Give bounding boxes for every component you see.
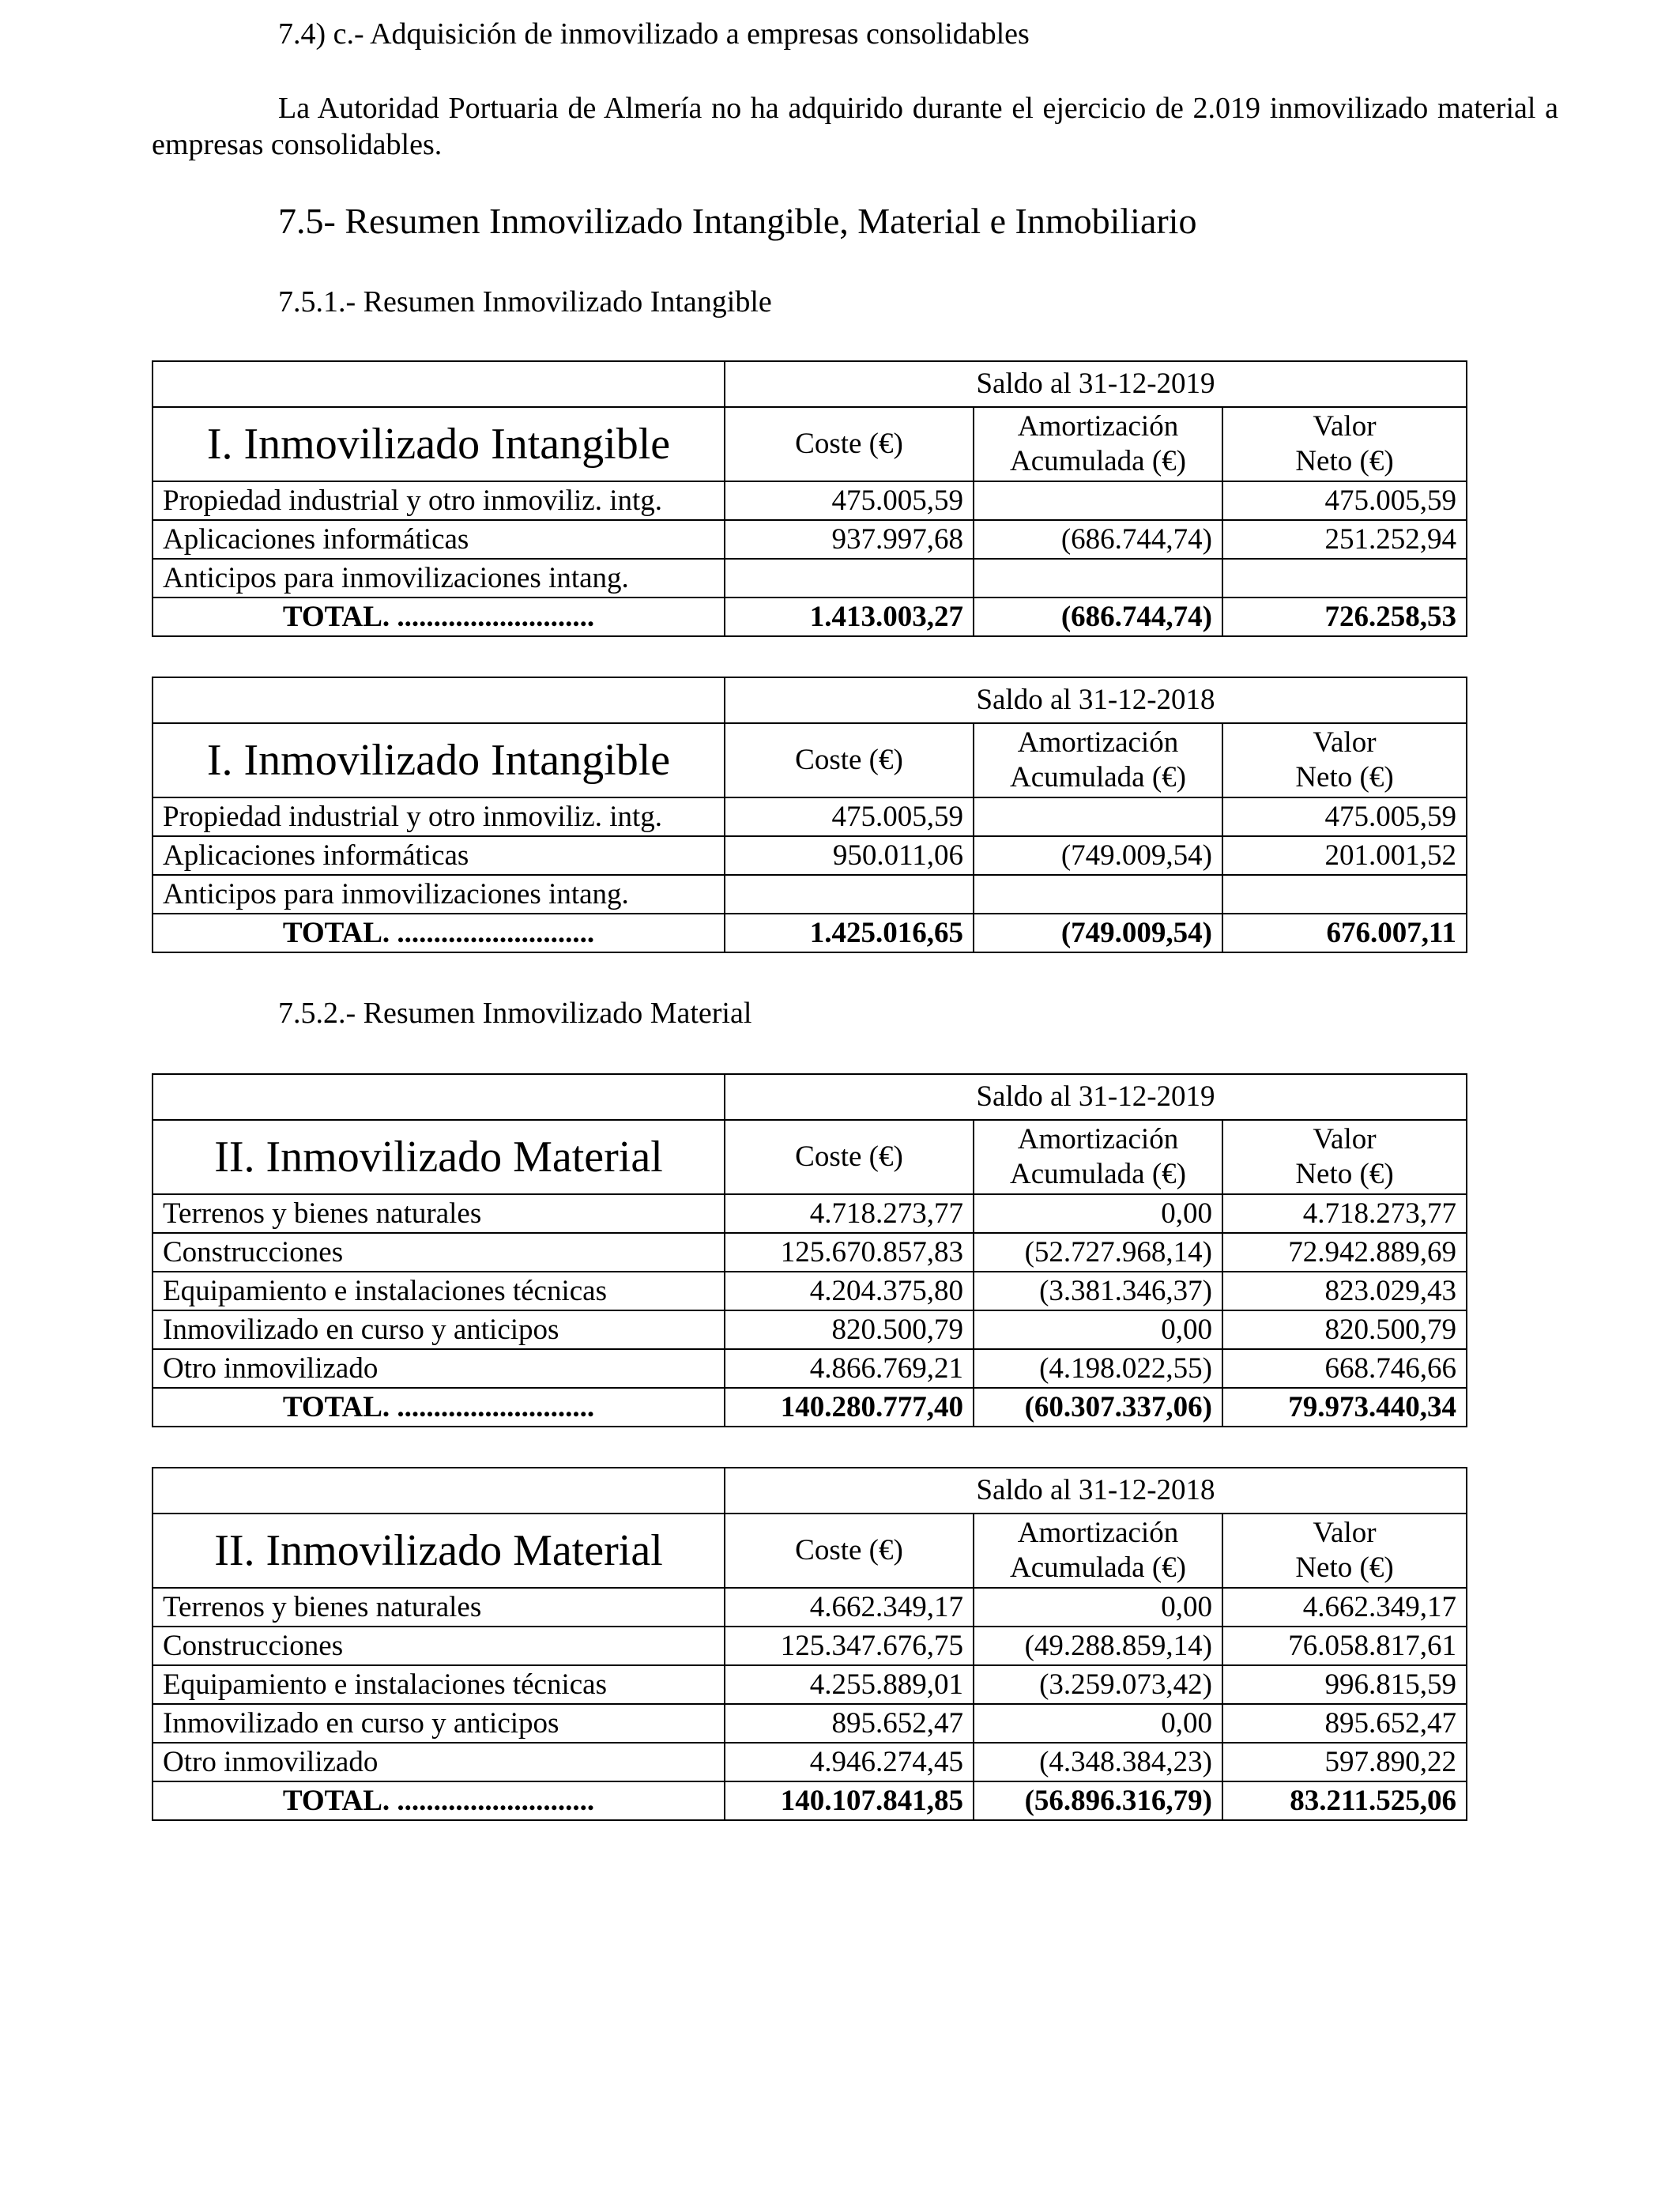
amortizacion-value [974, 875, 1222, 914]
valor-neto-value: 597.890,22 [1222, 1743, 1467, 1781]
valor-neto-header-line2: Neto (€) [1295, 1551, 1394, 1584]
coste-value: 4.718.273,77 [725, 1194, 974, 1233]
valor-neto-header [1222, 407, 1467, 481]
table-row [153, 1272, 1467, 1310]
coste-value: 4.204.375,80 [725, 1272, 974, 1310]
valor-neto-value: 4.718.273,77 [1222, 1194, 1467, 1233]
amortizacion-value: (749.009,54) [974, 836, 1222, 875]
amortizacion-header-line2: Acumulada (€) [1010, 445, 1186, 477]
row-label: Terrenos y bienes naturales [153, 1194, 725, 1233]
table-title: II. Inmovilizado Material [153, 1120, 725, 1194]
table-row [153, 1233, 1467, 1272]
paragraph-7-4-text: La Autoridad Portuaria de Almería no ha adquirido durante el ejercicio de 2.019 inmovilizado material a empresas consolidables. [152, 92, 1558, 161]
table-row [153, 875, 1467, 914]
table-title: I. Inmovilizado Intangible [153, 723, 725, 797]
column-header-row [153, 407, 1467, 481]
total-amortizacion: (749.009,54) [974, 914, 1222, 952]
amortizacion-value: 0,00 [974, 1194, 1222, 1233]
coste-value: 4.946.274,45 [725, 1743, 974, 1781]
coste-value: 937.997,68 [725, 520, 974, 559]
amortizacion-header-line2: Acumulada (€) [1010, 1551, 1186, 1584]
amortizacion-header-line1: Amortización [1017, 410, 1179, 443]
total-amortizacion: (60.307.337,06) [974, 1388, 1222, 1427]
valor-neto-header [1222, 1514, 1467, 1588]
amortizacion-value: (4.348.384,23) [974, 1743, 1222, 1781]
coste-value: 4.255.889,01 [725, 1665, 974, 1704]
amortizacion-value: (52.727.968,14) [974, 1233, 1222, 1272]
amortizacion-value: 0,00 [974, 1588, 1222, 1627]
column-header-row [153, 1120, 1467, 1194]
coste-value: 475.005,59 [725, 797, 974, 836]
coste-header: Coste (€) [725, 723, 974, 797]
total-label: TOTAL. ........................... [153, 1388, 725, 1427]
row-label: Inmovilizado en curso y anticipos [153, 1704, 725, 1743]
total-coste: 1.413.003,27 [725, 598, 974, 636]
valor-neto-value: 823.029,43 [1222, 1272, 1467, 1310]
row-label: Inmovilizado en curso y anticipos [153, 1310, 725, 1349]
table-row [153, 797, 1467, 836]
table-row [153, 481, 1467, 520]
subsection-7-5-1: 7.5.1.- Resumen Inmovilizado Intangible [278, 285, 772, 319]
amortizacion-value [974, 481, 1222, 520]
saldo-row [153, 361, 1467, 407]
amortizacion-header [974, 1120, 1222, 1194]
table-row [153, 1627, 1467, 1665]
row-label: Aplicaciones informáticas [153, 836, 725, 875]
amortizacion-header-line1: Amortización [1017, 1517, 1179, 1549]
table-row [153, 836, 1467, 875]
row-label: Equipamiento e instalaciones técnicas [153, 1272, 725, 1310]
coste-value: 4.866.769,21 [725, 1349, 974, 1388]
total-row [153, 1388, 1467, 1427]
amortizacion-header-line1: Amortización [1017, 1123, 1179, 1155]
row-label: Anticipos para inmovilizaciones intang. [153, 875, 725, 914]
table-row [153, 1349, 1467, 1388]
valor-neto-value: 4.662.349,17 [1222, 1588, 1467, 1627]
row-label: Terrenos y bienes naturales [153, 1588, 725, 1627]
column-header-row [153, 1514, 1467, 1588]
amortizacion-header-line2: Acumulada (€) [1010, 1158, 1186, 1190]
section-7-5-title: 7.5- Resumen Inmovilizado Intangible, Material e Inmobiliario [278, 201, 1197, 241]
blank-cell [153, 1468, 725, 1514]
total-valor-neto: 726.258,53 [1222, 598, 1467, 636]
table-row [153, 559, 1467, 598]
amortizacion-value: (3.381.346,37) [974, 1272, 1222, 1310]
table-body [153, 677, 1467, 952]
table-intangible-2018 [152, 677, 1467, 953]
saldo-row [153, 1468, 1467, 1514]
valor-neto-header-line2: Neto (€) [1295, 1158, 1394, 1190]
subsection-7-5-2: 7.5.2.- Resumen Inmovilizado Material [278, 997, 752, 1030]
valor-neto-value [1222, 875, 1467, 914]
total-amortizacion: (686.744,74) [974, 598, 1222, 636]
coste-value: 125.670.857,83 [725, 1233, 974, 1272]
row-label: Equipamiento e instalaciones técnicas [153, 1665, 725, 1704]
valor-neto-value: 251.252,94 [1222, 520, 1467, 559]
column-header-row [153, 723, 1467, 797]
row-label: Aplicaciones informáticas [153, 520, 725, 559]
saldo-header: Saldo al 31-12-2018 [725, 1468, 1467, 1514]
valor-neto-header [1222, 723, 1467, 797]
amortizacion-header [974, 723, 1222, 797]
valor-neto-header-line1: Valor [1313, 726, 1377, 759]
total-coste: 1.425.016,65 [725, 914, 974, 952]
valor-neto-header-line1: Valor [1313, 1123, 1377, 1155]
valor-neto-header [1222, 1120, 1467, 1194]
valor-neto-value: 201.001,52 [1222, 836, 1467, 875]
coste-value: 895.652,47 [725, 1704, 974, 1743]
blank-cell [153, 1074, 725, 1120]
amortizacion-value: (49.288.859,14) [974, 1627, 1222, 1665]
valor-neto-header-line2: Neto (€) [1295, 445, 1394, 477]
valor-neto-value: 475.005,59 [1222, 481, 1467, 520]
amortizacion-header [974, 1514, 1222, 1588]
valor-neto-header-line2: Neto (€) [1295, 761, 1394, 794]
table-row [153, 520, 1467, 559]
table-title: I. Inmovilizado Intangible [153, 407, 725, 481]
amortizacion-value: (686.744,74) [974, 520, 1222, 559]
blank-cell [153, 677, 725, 723]
valor-neto-value: 820.500,79 [1222, 1310, 1467, 1349]
amortizacion-value [974, 559, 1222, 598]
table-row [153, 1588, 1467, 1627]
paragraph-7-4 [152, 90, 1558, 163]
row-label: Construcciones [153, 1627, 725, 1665]
table-body [153, 1074, 1467, 1427]
coste-value: 820.500,79 [725, 1310, 974, 1349]
coste-value: 950.011,06 [725, 836, 974, 875]
table-material-2018 [152, 1467, 1467, 1821]
table-row [153, 1665, 1467, 1704]
valor-neto-value: 895.652,47 [1222, 1704, 1467, 1743]
valor-neto-value: 668.746,66 [1222, 1349, 1467, 1388]
valor-neto-value [1222, 559, 1467, 598]
total-row [153, 1781, 1467, 1820]
table-row [153, 1194, 1467, 1233]
row-label: Otro inmovilizado [153, 1743, 725, 1781]
amortizacion-value: 0,00 [974, 1310, 1222, 1349]
coste-value [725, 559, 974, 598]
amortizacion-header [974, 407, 1222, 481]
saldo-header: Saldo al 31-12-2019 [725, 1074, 1467, 1120]
row-label: Construcciones [153, 1233, 725, 1272]
amortizacion-value: 0,00 [974, 1704, 1222, 1743]
table-row [153, 1743, 1467, 1781]
amortizacion-header-line1: Amortización [1017, 726, 1179, 759]
table-row [153, 1310, 1467, 1349]
amortizacion-value [974, 797, 1222, 836]
table-intangible-2019 [152, 360, 1467, 637]
total-valor-neto: 79.973.440,34 [1222, 1388, 1467, 1427]
amortizacion-value: (4.198.022,55) [974, 1349, 1222, 1388]
row-label: Propiedad industrial y otro inmoviliz. intg. [153, 797, 725, 836]
row-label: Anticipos para inmovilizaciones intang. [153, 559, 725, 598]
total-valor-neto: 676.007,11 [1222, 914, 1467, 952]
total-amortizacion: (56.896.316,79) [974, 1781, 1222, 1820]
amortizacion-header-line2: Acumulada (€) [1010, 761, 1186, 794]
valor-neto-value: 72.942.889,69 [1222, 1233, 1467, 1272]
heading-7-4: 7.4) c.- Adquisición de inmovilizado a empresas consolidables [278, 17, 1030, 51]
table-body [153, 361, 1467, 636]
valor-neto-value: 76.058.817,61 [1222, 1627, 1467, 1665]
saldo-header: Saldo al 31-12-2018 [725, 677, 1467, 723]
saldo-header: Saldo al 31-12-2019 [725, 361, 1467, 407]
coste-value: 4.662.349,17 [725, 1588, 974, 1627]
coste-header: Coste (€) [725, 1514, 974, 1588]
total-valor-neto: 83.211.525,06 [1222, 1781, 1467, 1820]
total-coste: 140.280.777,40 [725, 1388, 974, 1427]
amortizacion-value: (3.259.073,42) [974, 1665, 1222, 1704]
coste-value [725, 875, 974, 914]
valor-neto-header-line1: Valor [1313, 410, 1377, 443]
coste-value: 475.005,59 [725, 481, 974, 520]
table-title: II. Inmovilizado Material [153, 1514, 725, 1588]
saldo-row [153, 1074, 1467, 1120]
coste-header: Coste (€) [725, 407, 974, 481]
total-label: TOTAL. ........................... [153, 914, 725, 952]
valor-neto-value: 475.005,59 [1222, 797, 1467, 836]
total-label: TOTAL. ........................... [153, 598, 725, 636]
total-row [153, 598, 1467, 636]
total-coste: 140.107.841,85 [725, 1781, 974, 1820]
valor-neto-header-line1: Valor [1313, 1517, 1377, 1549]
coste-value: 125.347.676,75 [725, 1627, 974, 1665]
row-label: Propiedad industrial y otro inmoviliz. intg. [153, 481, 725, 520]
row-label: Otro inmovilizado [153, 1349, 725, 1388]
coste-header: Coste (€) [725, 1120, 974, 1194]
valor-neto-value: 996.815,59 [1222, 1665, 1467, 1704]
table-row [153, 1704, 1467, 1743]
total-label: TOTAL. ........................... [153, 1781, 725, 1820]
saldo-row [153, 677, 1467, 723]
blank-cell [153, 361, 725, 407]
table-material-2019 [152, 1073, 1467, 1427]
table-body [153, 1468, 1467, 1820]
total-row [153, 914, 1467, 952]
